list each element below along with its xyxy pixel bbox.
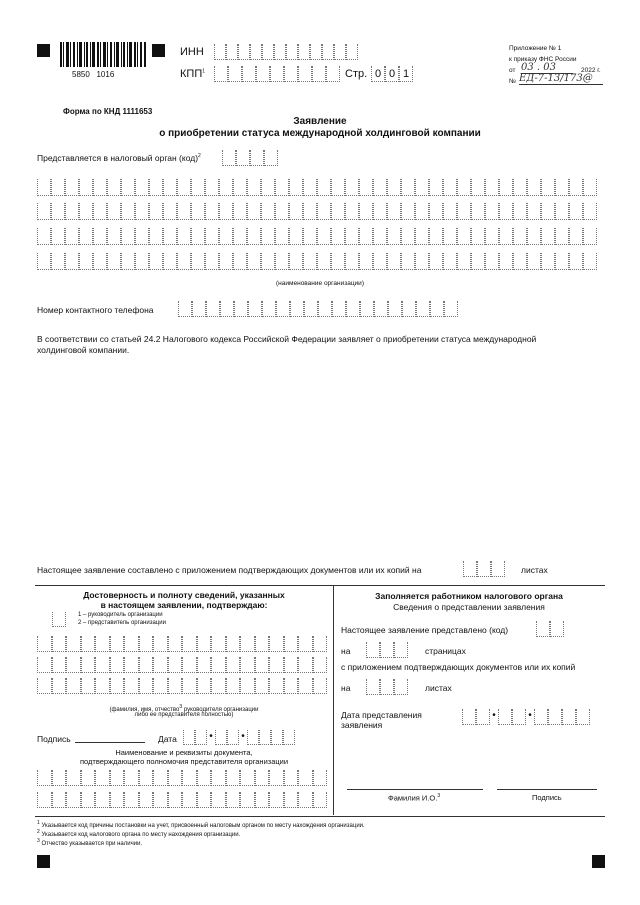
doc-title-1: Наименование и реквизиты документа, <box>115 748 253 757</box>
appendix-line1: Приложение № 1 <box>509 45 562 52</box>
appendix-date-handwritten: 03 . 03 <box>521 62 573 74</box>
tax-authority-label: Представляется в налоговый орган (код)$^2$ <box>37 153 201 163</box>
corner-marker-bottom-left <box>37 855 50 868</box>
appendix-num-handwritten: ЕД-7-13/173@ <box>519 73 603 85</box>
confirm-title1: Достоверность и полноту сведений, указанных <box>83 590 285 600</box>
inn-label: ИНН <box>180 46 204 58</box>
tax-officer-title: Заполняется работником налогового органа <box>375 591 563 601</box>
signer-option-2: 2 – представитель организации <box>78 620 166 626</box>
kpp-label: КПП$^1$ <box>180 68 206 80</box>
org-name-row-4[interactable] <box>37 253 597 270</box>
officer-fio-label: Фамилия И.О.$^3$ <box>388 793 441 803</box>
statement-line2: холдинговой компании. <box>37 345 130 355</box>
appendix-year: 2022 г. <box>581 67 601 74</box>
vertical-divider <box>333 585 334 815</box>
title-line1: Заявление <box>293 116 347 127</box>
inn-cells[interactable] <box>214 44 358 60</box>
phone-cells[interactable] <box>178 301 458 317</box>
date-separator: • <box>492 710 496 721</box>
fio-caption-1: (фамилия, имя, отчество$^3$ руководителя организации <box>109 704 259 713</box>
pages-count-cells[interactable] <box>366 642 408 658</box>
doc-title-2: подтверждающего полномочия представителя организации <box>79 757 289 766</box>
doc-row-1[interactable] <box>37 770 327 786</box>
signature-line[interactable] <box>75 742 145 743</box>
confirm-title2: в настоящем заявлении, подтверждаю: <box>100 600 268 610</box>
page-digit-2: 0 <box>385 66 399 82</box>
barcode <box>60 42 146 67</box>
page-digit-3: 1 <box>399 66 413 82</box>
signature-label: Подпись <box>37 734 71 744</box>
footnote-1: $^1$ Указывается код причины постановки на учет, присвоенный налоговым органом по месту нахождения организации. <box>37 820 365 829</box>
phone-label: Номер контактного телефона <box>37 305 154 315</box>
date-separator: • <box>209 731 213 742</box>
fio-caption-2: либо ее представителя полностью) <box>134 712 234 718</box>
tax-officer-subtitle: Сведения о представлении заявления <box>393 602 545 612</box>
sheets-count-cells[interactable] <box>366 679 408 695</box>
barcode-number: 5850 1016 <box>72 70 115 79</box>
org-name-row-2[interactable] <box>37 203 597 220</box>
fio-row-1[interactable] <box>37 636 327 652</box>
footnote-2: $^2$ Указывается код налогового органа по месту нахождения организации. <box>37 829 241 838</box>
fio-row-2[interactable] <box>37 657 327 673</box>
page-digit-1: 0 <box>371 66 385 82</box>
corner-marker-bottom-right <box>592 855 605 868</box>
appendix-line2: к приказу ФНС России <box>509 56 577 63</box>
attachments-suffix: листах <box>521 565 548 575</box>
date-separator: • <box>528 710 532 721</box>
corner-marker-top-left <box>37 44 50 57</box>
corner-marker-top-mid <box>152 44 165 57</box>
statement-line1: В соответствии со статьей 24.2 Налогового кодекса Российской Федерации заявляет о приобретении статуса международной <box>37 334 537 344</box>
attachments-sheets-cells[interactable] <box>463 561 505 577</box>
signer-date-cells[interactable] <box>183 730 295 745</box>
org-name-row-1[interactable] <box>37 179 597 196</box>
footnote-divider <box>35 816 605 817</box>
appendix-num-prefix: № <box>509 78 516 85</box>
page-number-cells <box>371 66 413 82</box>
org-name-row-3[interactable] <box>37 228 597 245</box>
footnote-3: $^3$ Отчество указывается при наличии. <box>37 838 143 847</box>
title-line2: о приобретении статуса международной холдинговой компании <box>159 128 481 139</box>
submission-date-label-2: заявления <box>341 720 383 730</box>
submitted-label: Настоящее заявление представлено (код) <box>341 625 509 635</box>
kpp-cells[interactable] <box>214 66 340 82</box>
pages-label: страницах <box>425 646 466 656</box>
sheets-on-label: на <box>341 683 351 693</box>
signer-option-1: 1 – руководитель организации <box>78 612 163 618</box>
tax-authority-code-cells[interactable] <box>222 150 278 166</box>
date-separator: • <box>241 731 245 742</box>
sheets-label: листах <box>425 683 452 693</box>
signer-date-label: Дата <box>158 734 177 744</box>
fio-row-3[interactable] <box>37 678 327 694</box>
officer-signature-line[interactable] <box>497 789 597 790</box>
appendix-date-prefix: от <box>509 67 516 74</box>
signer-type-cell[interactable] <box>52 612 66 627</box>
page-label: Стр. <box>345 68 368 80</box>
submission-date-cells[interactable] <box>462 709 590 725</box>
pages-on-label: на <box>341 646 351 656</box>
org-name-caption: (наименование организации) <box>276 280 364 287</box>
horizontal-divider <box>35 585 605 586</box>
submitted-code-cells[interactable] <box>536 621 564 637</box>
form-code: Форма по КНД 1111653 <box>63 107 153 116</box>
doc-row-2[interactable] <box>37 792 327 808</box>
with-docs-label: с приложением подтверждающих документов или их копий <box>341 662 576 672</box>
officer-fio-line[interactable] <box>347 789 483 790</box>
submission-date-label-1: Дата представления <box>341 710 422 720</box>
attachments-label: Настоящее заявление составлено с приложением подтверждающих документов или их копий на <box>37 565 422 575</box>
officer-signature-label: Подпись <box>532 793 562 802</box>
